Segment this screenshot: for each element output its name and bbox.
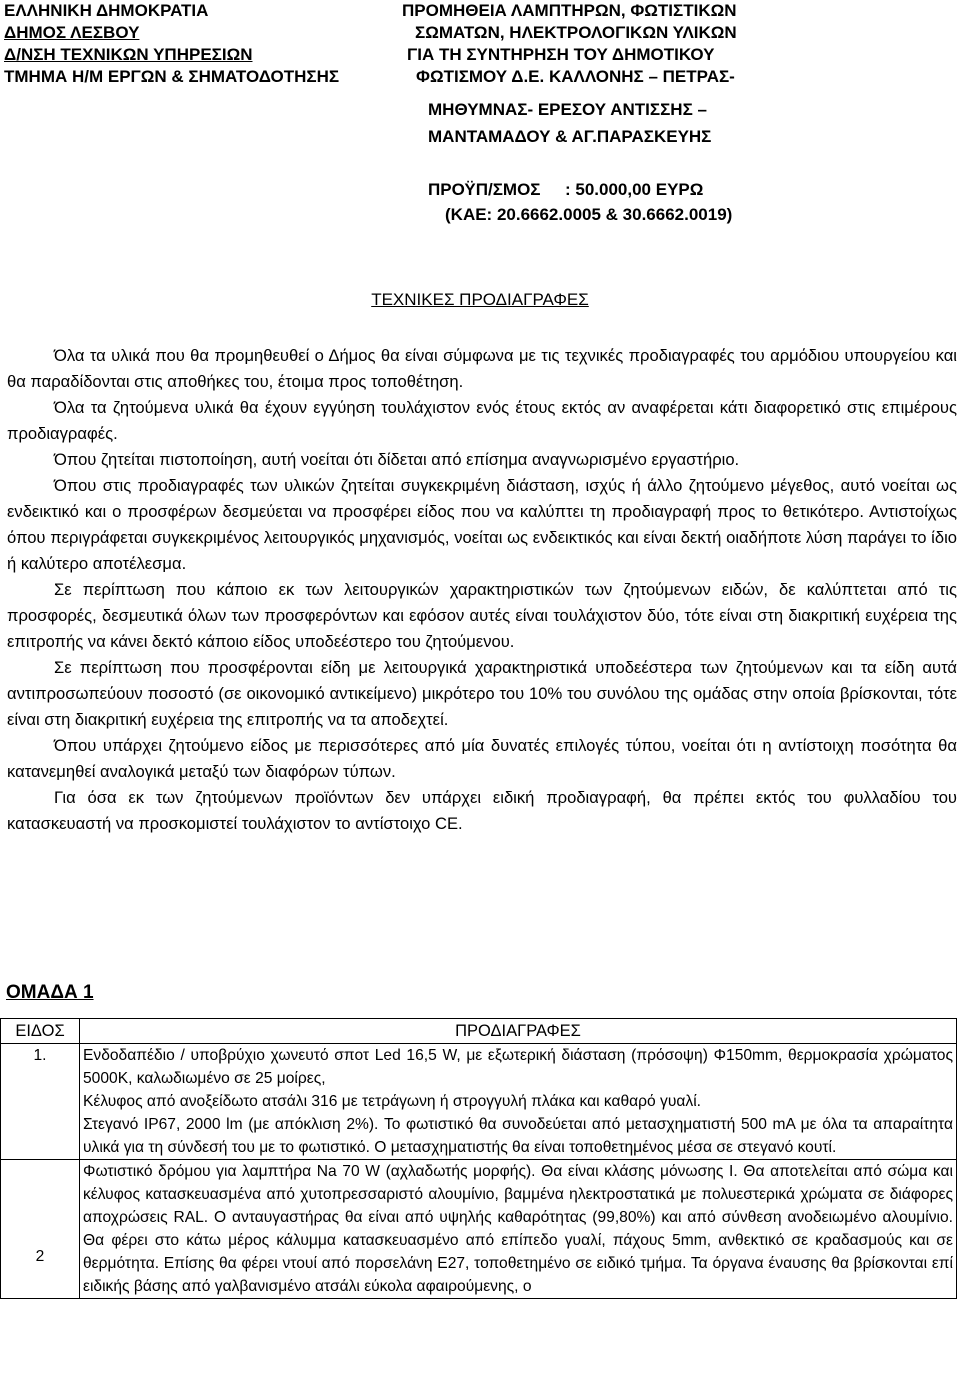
- item-spec: [80, 1160, 957, 1299]
- paragraph-6: Σε περίπτωση που προσφέρονται είδη με λειτουργικά χαρακτηριστικά υποδεέστερα των ζητούμενων και τα είδη αυτά αντιπροσωπεύουν ποσοστό (σε οικονομικό αντικείμενο) μικρότερο του 10% του συνόλου της ομάδας στην οποία βρίσκονται, τότε είναι στη διακριτική ευχέρεια της επιτροπής να τα αποδεχτεί.: [7, 658, 957, 729]
- project-line-5: ΜΗΘΥΜΝΑΣ- ΕΡΕΣΟΥ ΑΝΤΙΣΣΗΣ –: [428, 100, 707, 119]
- column-header-spec: ΠΡΟΔΙΑΓΡΑΦΕΣ: [80, 1019, 957, 1044]
- spec-line: Φωτιστικό δρόμου για λαμπτήρα Na 70 W (αχλαδωτής μορφής). Θα είναι κλάσης μόνωσης I. Θα αποτελείται από σώμα και κέλυφος κατασκευασμένα από χυτοπρεσσαριστό αλουμίνιο, βαμμένα ηλεκτροστατικά με πολυεστερικά χρώματα σε διάφορες αποχρώσεις RAL. Ο ανταυγαστήρας θα είναι από υψηλής καθαρότητας (99,80%) και από σύνθεση ανοδειωμένο αλουμίνιο. Θα φέρει στο κάτω μέρος κάλυμμα κατασκευασμένο από επίπεδο γυαλί, πάχους 5mm, ανθεκτικό σε κραδασμούς και σε θερμότητα. Επίσης θα φέρει ντουί από πορσελάνη E27, τοποθετημένο σε ειδικό τμήμα. Τα όργανα έναυσης θα βρίσκονται επί ειδικής βάσης από γαλβανισμένο ατσάλι εύκολα αφαιρούμενης, ο: [83, 1163, 953, 1295]
- issuer-line-4: ΤΜΗΜΑ Η/Μ ΕΡΓΩΝ & ΣΗΜΑΤΟΔΟΤΗΣΗΣ: [4, 67, 340, 86]
- spec-table: [0, 1018, 957, 1299]
- paragraph-3: Όπου ζητείται πιστοποίηση, αυτή νοείται ότι δίδεται από επίσημα αναγνωρισμένο εργαστήριο.: [54, 450, 740, 469]
- spec-line: Ενδοδαπέδιο / υποβρύχιο χωνευτό σποτ Led 16,5 W, με εξωτερική διάσταση (πρόσοψη) Φ150mm, θερμοκρασία χρώματος 5000K, καλωδιωμένο σε 25 μοίρες,: [83, 1047, 953, 1087]
- body-text: [7, 343, 957, 837]
- table-row: [1, 1044, 957, 1160]
- paragraph-1: Όλα τα υλικά που θα προμηθευθεί ο Δήμος θα είναι σύμφωνα με τις τεχνικές προδιαγραφές του αρμόδιου υπουργείου και θα παραδίδονται στις αποθήκες του, έτοιμα προς τοποθέτηση.: [7, 346, 957, 391]
- table-row: [1, 1160, 957, 1299]
- group-title: ΟΜΑΔΑ 1: [6, 982, 94, 1003]
- issuer-line-3: Δ/ΝΣΗ ΤΕΧΝΙΚΩΝ ΥΠΗΡΕΣΙΩΝ: [4, 45, 253, 64]
- paragraph-2: Όλα τα ζητούμενα υλικά θα έχουν εγγύηση τουλάχιστον ενός έτους εκτός αν αναφέρεται κάτι διαφορετικό στις επιμέρους προδιαγραφές.: [7, 398, 957, 443]
- paragraph-8: Για όσα εκ των ζητούμενων προϊόντων δεν υπάρχει ειδική προδιαγραφή, θα πρέπει εκτός του φυλλαδίου του κατασκευαστή να προσκομιστεί τουλάχιστον το αντίστοιχο CE.: [7, 788, 957, 833]
- budget-kae: (ΚΑΕ: 20.6662.0005 & 30.6662.0019): [445, 205, 733, 224]
- budget-value: : 50.000,00 ΕΥΡΩ: [565, 180, 704, 199]
- paragraph-4: Όπου στις προδιαγραφές των υλικών ζητείται συγκεκριμένη διάσταση, ισχύς ή άλλο ζητούμενο μέγεθος, αυτό νοείται ως ενδεικτικό και ο προσφέρων δεσμεύεται να προσφέρει είδος που να καλύπτει τη προδιαγραφή προς το θετικότερο. Αντιστοίχως όπου περιγράφεται συγκεκριμένος λειτουργικός μηχανισμός, νοείται ως ενδεικτικός και είναι δεκτή οιαδήποτε λύση παράγει το ίδιο ή καλύτερο αποτέλεσμα.: [7, 476, 957, 573]
- budget-label: ΠΡΟΫΠ/ΣΜΟΣ: [428, 180, 541, 199]
- paragraph-7: Όπου υπάρχει ζητούμενο είδος με περισσότερες από μία δυνατές επιλογές τύπου, νοείται ότι η αντίστοιχη ποσότητα θα κατανεμηθεί αναλογικά μεταξύ των διαφόρων τύπων.: [7, 736, 957, 781]
- spec-line: Κέλυφος από ανοξείδωτο ατσάλι 316 με τετράγωνη ή στρογγυλή πλάκα και καθαρό γυαλί.: [83, 1093, 701, 1110]
- project-line-2: ΣΩΜΑΤΩΝ, ΗΛΕΚΤΡΟΛΟΓΙΚΩΝ ΥΛΙΚΩΝ: [415, 23, 737, 42]
- project-line-1: ΠΡΟΜΗΘΕΙΑ ΛΑΜΠΤΗΡΩΝ, ΦΩΤΙΣΤΙΚΩΝ: [402, 1, 737, 20]
- project-line-6: ΜΑΝΤΑΜΑΔΟΥ & ΑΓ.ΠΑΡΑΣΚΕΥΗΣ: [428, 127, 712, 146]
- spec-line: Στεγανό IP67, 2000 lm (με απόκλιση 2%). Το φωτιστικό θα συνοδεύεται από μετασχηματιστή 500 mA με όλα τα απαραίτητα υλικά για τη σύνδεσή του με το φωτιστικό. Ο μετασχηματιστής θα είναι τοποθετημένος μέσα σε στεγανό κουτί.: [83, 1116, 953, 1156]
- issuer-line-2: ΔΗΜΟΣ ΛΕΣΒΟΥ: [4, 23, 140, 42]
- item-spec: [80, 1044, 957, 1160]
- issuer-line-1: ΕΛΛΗΝΙΚΗ ΔΗΜΟΚΡΑΤΙΑ: [4, 1, 209, 20]
- project-line-3: ΓΙΑ ΤΗ ΣΥΝΤΗΡΗΣΗ ΤΟΥ ΔΗΜΟΤΙΚΟΥ: [407, 45, 715, 64]
- item-number: 1.: [1, 1044, 80, 1160]
- issuer-block: [4, 0, 339, 88]
- paragraph-5: Σε περίπτωση που κάποιο εκ των λειτουργικών χαρακτηριστικών των ζητούμενων ειδών, δε καλύπτεται από τις προσφορές, δεσμευτικά όλων των προσφερόντων και εφόσον αυτές είναι τουλάχιστον δύο, τότε είναι στη διακριτική ευχέρεια της επιτροπής να κάνει δεκτό κάποιο είδος υποδεέστερο του ζητούμενου.: [7, 580, 957, 651]
- document-title: ΤΕΧΝΙΚΕΣ ΠΡΟΔΙΑΓΡΑΦΕΣ: [371, 290, 589, 309]
- item-number: 2: [1, 1160, 80, 1299]
- project-line-4: ΦΩΤΙΣΜΟΥ Δ.Ε. ΚΑΛΛΟΝΗΣ – ΠΕΤΡΑΣ-: [416, 67, 735, 86]
- table-header-row: [1, 1019, 957, 1044]
- column-header-item: ΕΙΔΟΣ: [1, 1019, 80, 1044]
